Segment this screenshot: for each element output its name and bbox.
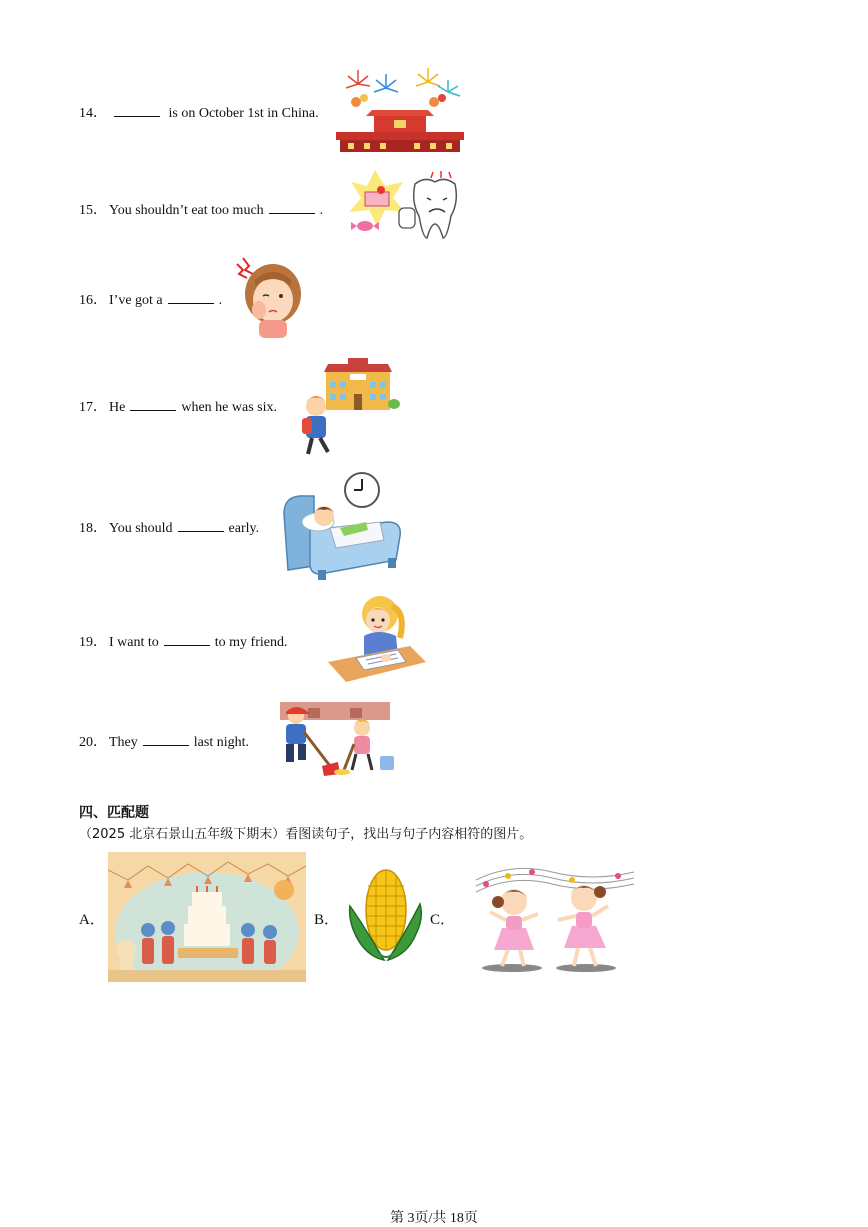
question-number: 14． bbox=[79, 106, 107, 121]
question-19 bbox=[79, 633, 287, 652]
question-text-after: to my friend. bbox=[214, 635, 288, 650]
question-number: 15． bbox=[79, 203, 107, 218]
corn-image[interactable] bbox=[346, 866, 424, 966]
option-a-label: A． bbox=[79, 912, 105, 928]
question-text-before: You should bbox=[109, 521, 173, 536]
question-text-before: He bbox=[109, 400, 126, 415]
question-number: 20． bbox=[79, 735, 107, 750]
question-text-after: last night. bbox=[193, 735, 249, 750]
question-number: 17． bbox=[79, 400, 107, 415]
question-number: 16． bbox=[79, 293, 107, 308]
answer-blank[interactable] bbox=[178, 519, 224, 532]
question-number: 18． bbox=[79, 521, 107, 536]
section-instruction: （2025 北京石景山五年级下期末）看图读句子，找出与句子内容相符的图片。 bbox=[79, 827, 533, 842]
boy-going-to-school-image bbox=[300, 352, 402, 460]
boy-sleeping-in-bed-image bbox=[280, 470, 404, 582]
children-cleaning-room-image bbox=[270, 700, 400, 780]
option-b-label: B． bbox=[314, 912, 340, 928]
girl-with-toothache-image bbox=[233, 256, 303, 340]
national-day-fireworks-image bbox=[336, 66, 464, 156]
question-text-before: You shouldn’t eat too much bbox=[109, 203, 264, 218]
question-15 bbox=[79, 201, 323, 220]
question-text-after: early. bbox=[228, 521, 260, 536]
question-17 bbox=[79, 398, 277, 417]
answer-blank[interactable] bbox=[269, 201, 315, 214]
question-number: 19． bbox=[79, 635, 107, 650]
question-text-after: is on October 1st in China. bbox=[165, 106, 319, 121]
sweets-and-sad-tooth-image bbox=[345, 168, 460, 244]
question-20 bbox=[79, 733, 249, 752]
question-14 bbox=[79, 104, 319, 123]
girl-writing-letter-image bbox=[326, 592, 430, 684]
birthday-party-image[interactable] bbox=[108, 852, 306, 982]
page-footer: 第 3页/共 18页 bbox=[390, 1211, 478, 1226]
question-text-before: I’ve got a bbox=[109, 293, 163, 308]
question-16 bbox=[79, 291, 222, 310]
question-text-after: . bbox=[319, 203, 324, 218]
answer-blank[interactable] bbox=[164, 633, 210, 646]
option-c-label: C． bbox=[430, 912, 456, 928]
answer-blank[interactable] bbox=[114, 104, 160, 117]
question-text-before: I want to bbox=[109, 635, 159, 650]
question-text-before: They bbox=[109, 735, 138, 750]
answer-blank[interactable] bbox=[143, 733, 189, 746]
section-title: 四、匹配题 bbox=[79, 805, 149, 821]
girls-dancing-image[interactable] bbox=[472, 858, 638, 978]
question-18 bbox=[79, 519, 259, 538]
question-text-after: . bbox=[218, 293, 223, 308]
answer-blank[interactable] bbox=[168, 291, 214, 304]
answer-blank[interactable] bbox=[130, 398, 176, 411]
question-text-after: when he was six. bbox=[181, 400, 277, 415]
